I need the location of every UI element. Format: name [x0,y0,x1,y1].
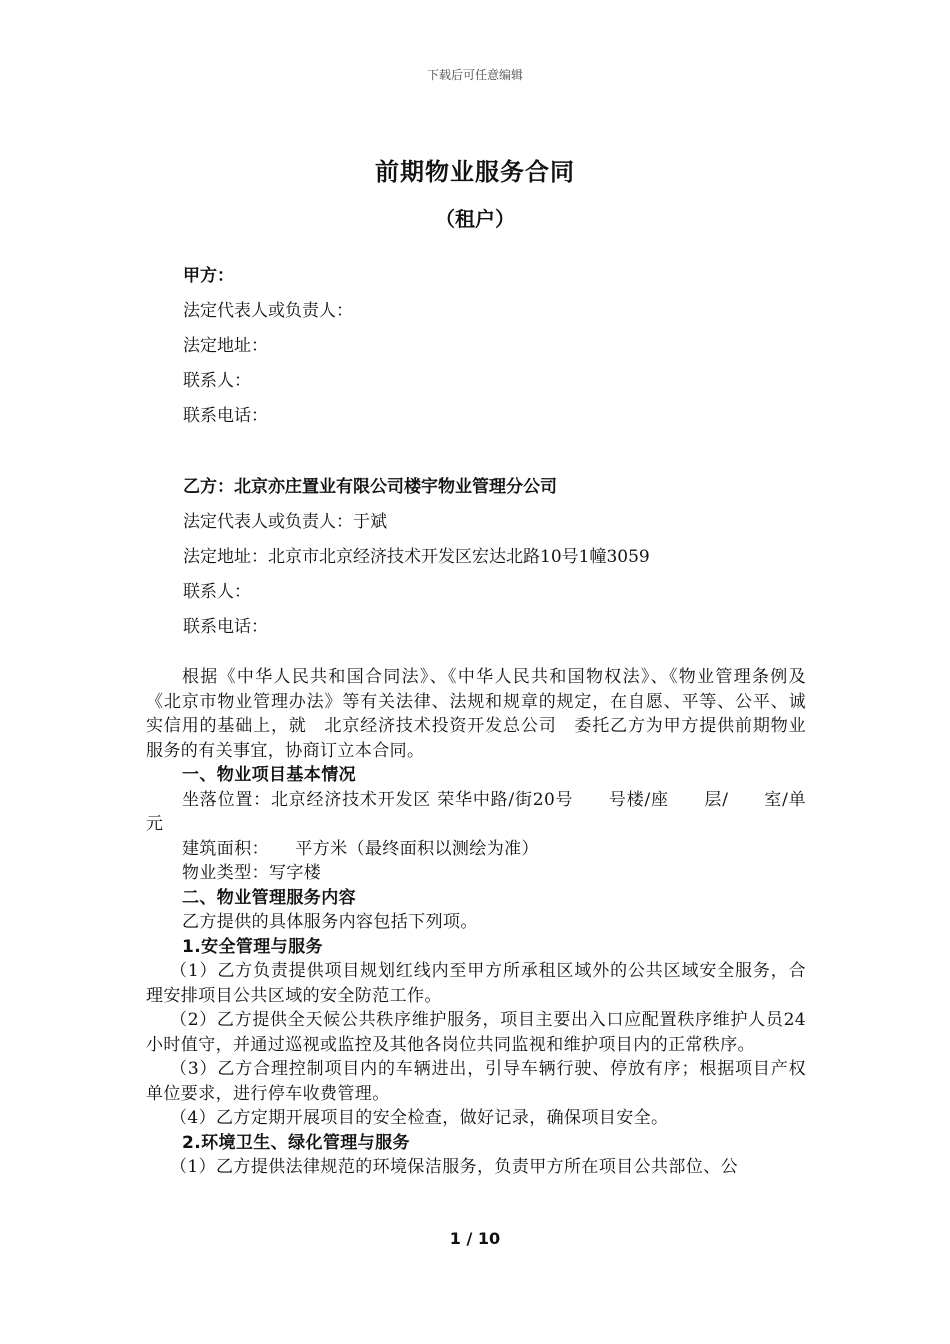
page-number: 1 / 10 [449,1229,501,1248]
section-2-intro: 乙方提供的具体服务内容包括下列项。 [182,912,478,932]
party-a-address: 法定地址： [183,336,268,356]
party-a-representative: 法定代表人或负责人： [183,301,353,321]
subsection-2-item-1: （1）乙方提供法律规范的环境保洁服务，负责甲方所在项目公共部位、公 [170,1157,739,1177]
document-title: 前期物业服务合同 [375,158,575,186]
party-a-contact: 联系人： [183,371,251,391]
subsection-1-item-1: （1）乙方负责提供项目规划红线内至甲方所承租区域外的公共区域安全服务，合理安排项目公共区域的安全防范工作。 [146,961,806,1006]
party-b-heading: 乙方：北京亦庄置业有限公司楼宇物业管理分公司 [183,477,557,497]
property-area: 建筑面积： 平方米（最终面积以测绘为准） [182,838,539,859]
intro-paragraph: 根据《中华人民共和国合同法》、《中华人民共和国物权法》、《物业管理条例及《北京市物业管理办法》等有关法律、法规和规章的规定，在自愿、平等、公平、诚实信用的基础上，就 北京经济技术投资开发总公司 委托乙方为甲方提供前期物业服务的有关事宜，协商订立本合同。 [146,667,806,761]
subsection-2-title: 2.环境卫生、绿化管理与服务 [182,1132,410,1153]
document-subtitle: （租户） [435,207,515,231]
section-2-title: 二、物业管理服务内容 [182,887,356,908]
subsection-1-item-4: （4）乙方定期开展项目的安全检查，做好记录，确保项目安全。 [170,1108,669,1128]
property-type: 物业类型：写字楼 [182,863,322,883]
subsection-1-item-2: （2）乙方提供全天候公共秩序维护服务，项目主要出入口应配置秩序维护人员24小时值守，并通过巡视或监控及其他各岗位共同监视和维护项目内的正常秩序。 [146,1010,806,1055]
party-a-block [183,259,823,434]
section-1-title: 一、物业项目基本情况 [182,765,356,785]
party-b-address: 法定地址：北京市北京经济技术开发区宏达北路10号1幢3059 [183,547,650,567]
property-location: 坐落位置：北京经济技术开发区 荣华中路/街20号 号楼/座 层/ 室/单元 [146,789,806,834]
party-b-contact: 联系人： [183,582,251,602]
subsection-1-title: 1.安全管理与服务 [182,936,323,957]
page-header-note: 下载后可任意编辑 [426,68,523,82]
party-a-phone: 联系电话： [183,406,268,426]
party-b-block [183,470,823,645]
party-b-phone: 联系电话： [183,617,268,637]
contract-body [146,665,806,1180]
party-b-representative: 法定代表人或负责人：于斌 [183,512,387,532]
subsection-1-item-3: （3）乙方合理控制项目内的车辆进出，引导车辆行驶、停放有序；根据项目产权单位要求，进行停车收费管理。 [146,1059,806,1104]
party-a-heading: 甲方： [183,266,234,286]
